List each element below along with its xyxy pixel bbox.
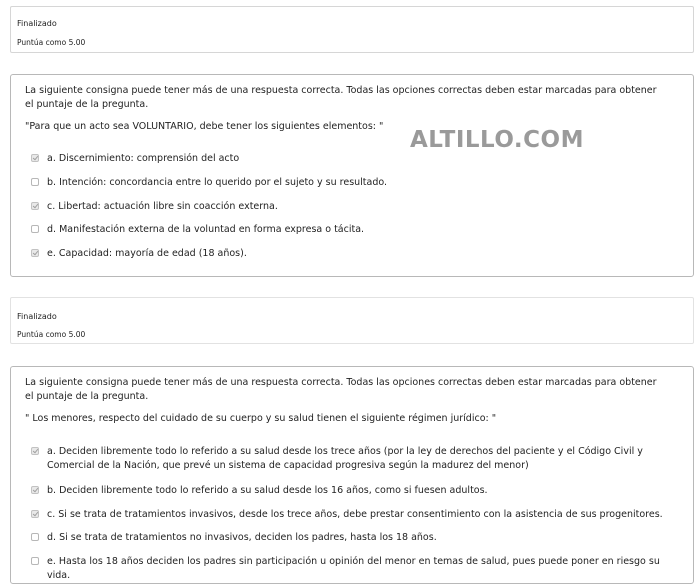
answer-option-a[interactable] [31, 445, 681, 473]
answer-option-e[interactable] [31, 555, 681, 583]
answer-option-c[interactable] [31, 200, 681, 214]
checkbox-checked[interactable] [31, 510, 39, 518]
answer-option-e[interactable] [31, 247, 681, 261]
checkbox-unchecked[interactable] [31, 225, 39, 233]
question-info-1 [10, 6, 694, 53]
checkbox-checked[interactable] [31, 154, 39, 162]
answer-option-b[interactable] [31, 484, 681, 498]
question-1 [10, 74, 694, 277]
question-info-2 [10, 297, 694, 344]
question-instruction: La siguiente consigna puede tener más de una respuesta correcta. Todas las opciones correctas deben estar marcadas para obtener el puntaje de la pregunta. [25, 85, 657, 110]
checkbox-checked[interactable] [31, 486, 39, 494]
answer-option-d[interactable] [31, 223, 681, 237]
question-2 [10, 366, 694, 584]
answer-label: d. Si se trata de tratamientos no invasivos, deciden los padres, hasta los 18 años. [47, 532, 437, 543]
question-state: Finalizado [17, 312, 57, 321]
answer-option-c[interactable] [31, 508, 681, 522]
answer-label: b. Deciden libremente todo lo referido a su salud desde los 16 años, como si fuesen adultos. [47, 485, 488, 496]
answer-label: c. Si se trata de tratamientos invasivos, desde los trece años, debe prestar consentimiento con la asistencia de sus progenitores. [47, 509, 663, 520]
answer-option-b[interactable] [31, 176, 681, 190]
answer-label: b. Intención: concordancia entre lo querido por el sujeto y su resultado. [47, 177, 388, 188]
checkbox-unchecked[interactable] [31, 533, 39, 541]
answer-label: a. Discernimiento: comprensión del acto [47, 153, 240, 164]
question-state: Finalizado [17, 19, 57, 28]
answer-label: a. Deciden libremente todo lo referido a su salud desde los trece años (por la ley de derechos del paciente y el Código Civil y Comercial de la Nación, que prevé un sistema de capacidad progresiva según la madurez del menor) [47, 446, 643, 471]
watermark: ALTILLO.COM [410, 127, 584, 153]
checkbox-checked[interactable] [31, 447, 39, 455]
checkbox-unchecked[interactable] [31, 557, 39, 565]
answer-label: d. Manifestación externa de la voluntad en forma expresa o tácita. [47, 224, 365, 235]
question-instruction: La siguiente consigna puede tener más de una respuesta correcta. Todas las opciones correctas deben estar marcadas para obtener el puntaje de la pregunta. [25, 377, 657, 402]
answer-label: c. Libertad: actuación libre sin coacción externa. [47, 201, 278, 212]
answer-label: e. Capacidad: mayoría de edad (18 años). [47, 248, 247, 259]
checkbox-checked[interactable] [31, 202, 39, 210]
question-prompt: " Los menores, respecto del cuidado de su cuerpo y su salud tienen el siguiente régimen jurídico: " [25, 413, 497, 424]
answer-option-d[interactable] [31, 531, 681, 545]
question-grade: Puntúa como 5.00 [17, 330, 86, 339]
answer-option-a[interactable] [31, 152, 681, 166]
answer-label: e. Hasta los 18 años deciden los padres sin participación u opinión del menor en temas de salud, pues puede poner en riesgo su vida. [47, 556, 660, 581]
checkbox-checked[interactable] [31, 249, 39, 257]
question-prompt: "Para que un acto sea VOLUNTARIO, debe tener los siguientes elementos: " [25, 121, 384, 132]
checkbox-unchecked[interactable] [31, 178, 39, 186]
question-grade: Puntúa como 5.00 [17, 38, 86, 47]
